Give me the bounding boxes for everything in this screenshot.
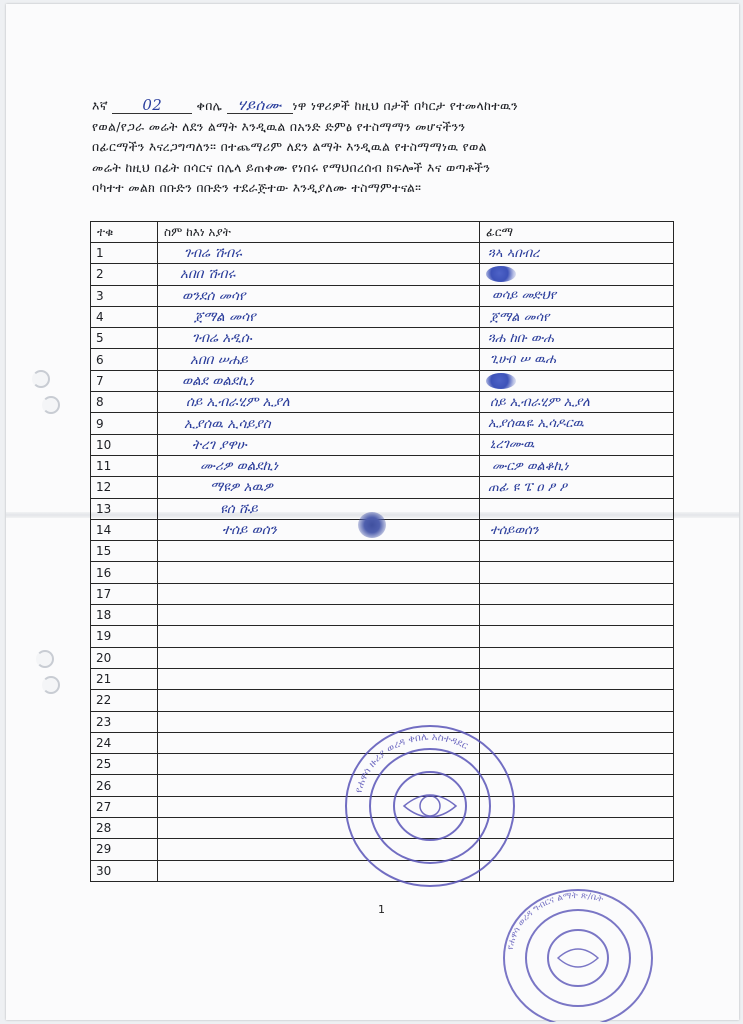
name-cell <box>158 349 480 370</box>
signature-cell <box>480 370 674 391</box>
row-number: 18 <box>91 605 158 626</box>
row-number: 11 <box>91 455 158 476</box>
name-cell <box>158 264 480 285</box>
punch-hole-upper-2 <box>42 396 60 414</box>
handwritten-signature: ጓሐ ከቡ ውሐ <box>488 330 554 346</box>
signature-cell <box>480 583 674 604</box>
intro-line-5: ባካተተ መልክ በቡድን በቡድን ተደራጅተው እንዲያለሙ ተስማምተናል። <box>92 180 422 195</box>
handwritten-signature: ጀማል መሳየ <box>490 309 550 325</box>
header-full-name: ስም ከእነ አያት <box>158 222 480 243</box>
table-row <box>91 413 674 434</box>
intro-line-2: የወል/የጋራ መሬት ለደን ልማት እንዲዉል በአንድ ድምፅ የተስማማን መሆናችንን <box>92 118 466 134</box>
header-signature: ፊርማ <box>480 222 674 243</box>
signature-cell <box>480 690 674 711</box>
signature-cell <box>480 541 674 562</box>
row-number: 1 <box>91 243 158 264</box>
row-number: 15 <box>91 541 158 562</box>
handwritten-signature: ወሳይ መድህየ <box>492 288 557 304</box>
table-row <box>91 306 674 327</box>
agreement-paragraph <box>92 96 692 199</box>
kebele-name-handwritten: ሃይሰሙ <box>227 97 293 114</box>
handwritten-name: ወንደሰ መሳየ <box>182 287 246 304</box>
handwritten-name: አበበ ሽብሩ <box>180 266 236 283</box>
row-number: 16 <box>91 562 158 583</box>
ink-blot <box>358 512 386 538</box>
handwritten-name: ገብሬ አዲሱ <box>192 330 252 347</box>
handwritten-name: ገብሬ ሽብሩ <box>184 245 242 262</box>
table-row <box>91 605 674 626</box>
intro-line-1 <box>92 96 692 117</box>
row-number: 25 <box>91 754 158 775</box>
row-number: 21 <box>91 668 158 689</box>
signature-cell <box>480 455 674 476</box>
handwritten-name: ማዩዎ አዉዎ <box>210 479 273 496</box>
row-number: 20 <box>91 647 158 668</box>
row-number: 13 <box>91 498 158 519</box>
row-number: 4 <box>91 306 158 327</box>
signature-cell <box>480 328 674 349</box>
signature-cell <box>480 562 674 583</box>
signature-cell <box>480 413 674 434</box>
table-row <box>91 562 674 583</box>
table-header-row <box>91 222 674 243</box>
row-number: 28 <box>91 818 158 839</box>
signature-cell <box>480 349 674 370</box>
kebele-label: ቀበሌ <box>196 98 223 113</box>
name-cell <box>158 434 480 455</box>
row-number: 2 <box>91 264 158 285</box>
row-number: 30 <box>91 860 158 881</box>
row-number: 29 <box>91 839 158 860</box>
signature-cell <box>480 626 674 647</box>
kebele-number-handwritten: 02 <box>112 97 192 114</box>
handwritten-signature: ጊሁበ ሠ ዉሐ <box>490 352 556 368</box>
signature-cell <box>480 264 674 285</box>
handwritten-name: ትረገ ያዋሁ <box>192 436 247 453</box>
table-row <box>91 392 674 413</box>
handwritten-signature: ኢያሰዉዬ ኢሳዶርዉ <box>488 416 584 432</box>
table-row <box>91 243 674 264</box>
stamp-1-ring-text: የሐዋሳ ዙሪያ ወረዳ ቀበሌ አስተዳደር <box>353 731 470 795</box>
intro-line-4: መሬት ከዚህ በፊት በሳርና በሌላ ይጠቀሙ የነበሩ የማህበረሰብ ክፍሎች እና ወጣቶችን <box>92 159 491 175</box>
table-row <box>91 626 674 647</box>
row-number: 17 <box>91 583 158 604</box>
handwritten-name: ኢያሰዉ ኢሳይያስ <box>184 415 271 432</box>
name-cell <box>158 413 480 434</box>
row-number: 26 <box>91 775 158 796</box>
signature-cell <box>480 668 674 689</box>
name-cell <box>158 668 480 689</box>
row-number: 19 <box>91 626 158 647</box>
handwritten-name: ወልደ ወልደኪነ <box>182 372 254 389</box>
row-number: 22 <box>91 690 158 711</box>
table-row <box>91 583 674 604</box>
row-number: 10 <box>91 434 158 455</box>
row-number: 7 <box>91 370 158 391</box>
name-cell <box>158 605 480 626</box>
table-row <box>91 647 674 668</box>
signature-cell <box>480 306 674 327</box>
intro-prefix: እኛ <box>92 98 108 113</box>
name-cell <box>158 370 480 391</box>
name-cell <box>158 477 480 498</box>
handwritten-signature: ሙርዎ ወልቆኪነ <box>492 458 569 474</box>
row-number: 5 <box>91 328 158 349</box>
signature-cell <box>480 477 674 498</box>
handwritten-name: ሙሪዎ ወልደኪነ <box>200 458 279 475</box>
handwritten-name: ዩሰ ሹይ <box>220 500 258 517</box>
name-cell <box>158 583 480 604</box>
handwritten-signature: ኒረገሙዉ <box>490 437 535 453</box>
row-number: 9 <box>91 413 158 434</box>
name-cell <box>158 306 480 327</box>
name-cell <box>158 455 480 476</box>
row-number: 6 <box>91 349 158 370</box>
signature-cell <box>480 605 674 626</box>
handwritten-name: አበበ ሠሐይ <box>190 351 248 368</box>
row-number: 27 <box>91 796 158 817</box>
row-number: 12 <box>91 477 158 498</box>
official-seal-stamp-2 <box>498 884 658 1022</box>
name-cell <box>158 392 480 413</box>
signature-cell <box>480 285 674 306</box>
name-cell <box>158 328 480 349</box>
table-row <box>91 477 674 498</box>
signature-cell <box>480 647 674 668</box>
handwritten-signature: ጓኣ ኣበብረ <box>488 245 540 261</box>
official-seal-stamp-1 <box>342 722 518 890</box>
name-cell <box>158 285 480 306</box>
name-cell <box>158 498 480 519</box>
svg-text:የሐዋሳ ወረዳ ግብርና ልማት ጽ/ቤት <box>506 891 605 951</box>
name-cell <box>158 626 480 647</box>
thumbprint-icon <box>486 266 516 282</box>
row-number: 3 <box>91 285 158 306</box>
table-row <box>91 434 674 455</box>
page-number: 1 <box>378 903 385 916</box>
table-row <box>91 668 674 689</box>
signature-cell <box>480 519 674 540</box>
handwritten-name: ሰይ ኢብራሂም ኢያለ <box>186 394 290 411</box>
row-number: 23 <box>91 711 158 732</box>
stamp-2-ring-text: የሐዋሳ ወረዳ ግብርና ልማት ጽ/ቤት <box>505 890 605 951</box>
handwritten-signature: ጠፊ ዩ ፔ ዐ ፆ ዖ <box>488 479 568 495</box>
document-page <box>6 4 739 1020</box>
table-row <box>91 328 674 349</box>
handwritten-signature: ተሰይወሰን <box>490 522 539 538</box>
table-row <box>91 285 674 306</box>
name-cell <box>158 690 480 711</box>
intro-line-1-rest: ነዋ ነዋሪዎች ከዚህ በታች በካርታ የተመላከተዉን <box>292 98 518 113</box>
table-row <box>91 264 674 285</box>
name-cell <box>158 519 480 540</box>
name-cell <box>158 541 480 562</box>
header-number: ተቁ <box>91 222 158 243</box>
row-number: 8 <box>91 392 158 413</box>
table-row <box>91 541 674 562</box>
svg-text:የሐዋሳ ዙሪያ ወረዳ ቀበሌ አስተዳደር <box>353 732 469 794</box>
name-cell <box>158 647 480 668</box>
name-cell <box>158 243 480 264</box>
handwritten-name: ጀማል መሳየ <box>194 309 256 326</box>
table-row <box>91 455 674 476</box>
handwritten-signature: ሰይ ኢብራሂም ኢያለ <box>490 394 590 410</box>
intro-line-3: በፊርማችን እናረጋግጣለን። በተጨማሪም ለደን ልማት እንዲዉል የተስማማነዉ የወል <box>92 139 487 154</box>
name-cell <box>158 562 480 583</box>
signature-cell <box>480 392 674 413</box>
signature-cell <box>480 434 674 455</box>
signature-cell <box>480 243 674 264</box>
punch-hole-upper <box>32 370 50 388</box>
table-row <box>91 349 674 370</box>
handwritten-name: ተሰይ ወሰን <box>222 522 277 538</box>
row-number: 24 <box>91 732 158 753</box>
signature-cell <box>480 498 674 519</box>
punch-hole-lower-2 <box>42 676 60 694</box>
row-number: 14 <box>91 519 158 540</box>
punch-hole-lower <box>36 650 54 668</box>
table-row <box>91 690 674 711</box>
thumbprint-icon <box>486 373 516 389</box>
table-row <box>91 370 674 391</box>
